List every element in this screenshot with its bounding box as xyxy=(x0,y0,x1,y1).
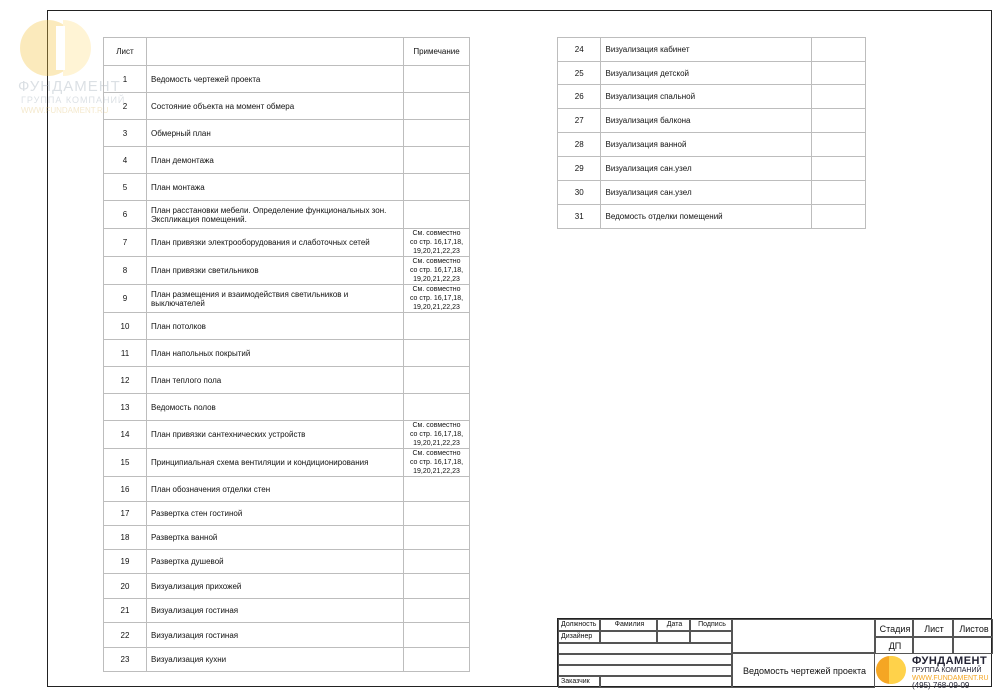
row-note: См. совместно со стр. 16,17,18, 19,20,21,22,23 xyxy=(404,229,470,257)
row-note: См. совместно со стр. 16,17,18, 19,20,21,22,23 xyxy=(404,449,470,477)
row-sheet-number: 14 xyxy=(104,421,147,449)
table-row xyxy=(104,313,470,340)
row-sheet-number: 10 xyxy=(104,313,147,340)
table-row xyxy=(104,367,470,394)
table-row xyxy=(104,229,470,257)
drawings-list-table-right xyxy=(557,37,866,229)
row-note xyxy=(404,120,470,147)
row-drawing-name: Визуализация гостиная xyxy=(147,623,404,648)
row-note xyxy=(404,526,470,550)
row-note xyxy=(404,477,470,502)
logo-phone: (495) 768-09-09 xyxy=(912,681,970,690)
stamp-col-date: Дата xyxy=(657,619,690,631)
stamp-cell xyxy=(600,676,732,688)
stamp-sheet-value xyxy=(913,637,953,654)
row-note xyxy=(404,574,470,599)
row-sheet-number: 30 xyxy=(558,181,601,205)
table-row xyxy=(558,85,866,109)
row-sheet-number: 11 xyxy=(104,340,147,367)
table-row xyxy=(104,574,470,599)
table-row xyxy=(104,201,470,229)
row-sheet-number: 28 xyxy=(558,133,601,157)
row-note xyxy=(404,66,470,93)
table-row xyxy=(104,66,470,93)
table-row xyxy=(558,205,866,229)
row-drawing-name: План привязки светильников xyxy=(147,257,404,285)
table-row xyxy=(558,181,866,205)
row-sheet-number: 6 xyxy=(104,201,147,229)
row-sheet-number: 26 xyxy=(558,85,601,109)
row-drawing-name: Ведомость отделки помещений xyxy=(601,205,811,229)
row-drawing-name: Визуализация ванной xyxy=(601,133,811,157)
header-sheet: Лист xyxy=(104,38,147,66)
row-note xyxy=(811,109,865,133)
table-row xyxy=(104,477,470,502)
row-drawing-name: Развертка ванной xyxy=(147,526,404,550)
row-drawing-name: Визуализация балкона xyxy=(601,109,811,133)
row-sheet-number: 20 xyxy=(104,574,147,599)
logo-subtitle: ГРУППА КОМПАНИЙ xyxy=(21,95,126,105)
row-note xyxy=(404,502,470,526)
row-note: См. совместно со стр. 16,17,18, 19,20,21,22,23 xyxy=(404,257,470,285)
table-row xyxy=(558,62,866,85)
row-sheet-number: 23 xyxy=(104,648,147,672)
row-note xyxy=(404,623,470,648)
row-sheet-number: 17 xyxy=(104,502,147,526)
table-row xyxy=(104,147,470,174)
logo-site: WWW.FUNDAMENT.RU xyxy=(912,675,989,682)
row-sheet-number: 5 xyxy=(104,174,147,201)
row-drawing-name: Визуализация детской xyxy=(601,62,811,85)
table-header-row xyxy=(104,38,470,66)
table-row xyxy=(104,599,470,623)
row-drawing-name: Ведомость чертежей проекта xyxy=(147,66,404,93)
company-logo-stamp xyxy=(874,653,992,690)
logo-subtitle: ГРУППА КОМПАНИЙ xyxy=(912,667,982,674)
table-row xyxy=(104,285,470,313)
stamp-cell xyxy=(732,619,875,653)
row-note xyxy=(404,313,470,340)
logo-mark-icon xyxy=(18,18,108,78)
row-drawing-name: Визуализация сан.узел xyxy=(601,181,811,205)
stamp-sheets-label: Листов xyxy=(953,619,993,637)
row-sheet-number: 12 xyxy=(104,367,147,394)
table-row xyxy=(104,93,470,120)
row-note: См. совместно со стр. 16,17,18, 19,20,21,22,23 xyxy=(404,285,470,313)
row-sheet-number: 7 xyxy=(104,229,147,257)
stamp-cell xyxy=(558,654,732,665)
row-drawing-name: Визуализация прихожей xyxy=(147,574,404,599)
row-drawing-name: Визуализация кухни xyxy=(147,648,404,672)
row-drawing-name: План расстановки мебели. Определение функциональных зон. Экспликация помещений. xyxy=(147,201,404,229)
table-row xyxy=(104,648,470,672)
row-note xyxy=(404,367,470,394)
row-note xyxy=(404,174,470,201)
header-note: Примечание xyxy=(404,38,470,66)
row-note xyxy=(811,62,865,85)
row-sheet-number: 15 xyxy=(104,449,147,477)
table-row xyxy=(558,157,866,181)
table-row xyxy=(104,526,470,550)
row-note xyxy=(404,394,470,421)
row-sheet-number: 4 xyxy=(104,147,147,174)
stamp-sheets-value xyxy=(953,637,993,654)
row-drawing-name: Ведомость полов xyxy=(147,394,404,421)
table-row xyxy=(104,449,470,477)
table-row xyxy=(104,502,470,526)
stamp-cell xyxy=(600,631,657,643)
stamp-cell xyxy=(657,631,690,643)
row-note xyxy=(404,550,470,574)
table-row xyxy=(104,120,470,147)
row-drawing-name: Развертка стен гостиной xyxy=(147,502,404,526)
table-row xyxy=(104,421,470,449)
row-sheet-number: 8 xyxy=(104,257,147,285)
row-sheet-number: 31 xyxy=(558,205,601,229)
row-sheet-number: 21 xyxy=(104,599,147,623)
row-drawing-name: План обозначения отделки стен xyxy=(147,477,404,502)
row-drawing-name: Развертка душевой xyxy=(147,550,404,574)
row-drawing-name: План монтажа xyxy=(147,174,404,201)
row-drawing-name: План демонтажа xyxy=(147,147,404,174)
row-sheet-number: 1 xyxy=(104,66,147,93)
stamp-stage-label: Стадия xyxy=(875,619,913,637)
table-row xyxy=(104,257,470,285)
stamp-cell xyxy=(558,643,732,654)
row-note xyxy=(811,133,865,157)
table-row xyxy=(104,340,470,367)
row-drawing-name: Принципиальная схема вентиляции и кондиционирования xyxy=(147,449,404,477)
row-sheet-number: 25 xyxy=(558,62,601,85)
logo-mark-half-icon xyxy=(889,656,906,684)
stamp-col-position: Должность xyxy=(558,619,600,631)
row-note xyxy=(811,85,865,109)
table-row xyxy=(104,550,470,574)
row-drawing-name: План размещения и взаимодействия светильников и выключателей xyxy=(147,285,404,313)
stamp-col-surname: Фамилия xyxy=(600,619,657,631)
row-sheet-number: 24 xyxy=(558,38,601,62)
row-sheet-number: 27 xyxy=(558,109,601,133)
table-row xyxy=(558,109,866,133)
table-row xyxy=(104,623,470,648)
row-note xyxy=(404,648,470,672)
drawings-list-table-left xyxy=(103,37,470,672)
logo-site: WWW.FUNDAMENT.RU xyxy=(21,106,109,115)
row-sheet-number: 18 xyxy=(104,526,147,550)
row-drawing-name: Обмерный план xyxy=(147,120,404,147)
table-row xyxy=(104,394,470,421)
row-note xyxy=(811,38,865,62)
row-sheet-number: 16 xyxy=(104,477,147,502)
table-row xyxy=(558,38,866,62)
stamp-col-sign: Подпись xyxy=(690,619,732,631)
row-note: См. совместно со стр. 16,17,18, 19,20,21,22,23 xyxy=(404,421,470,449)
stamp-role-client: Заказчик xyxy=(558,676,600,688)
row-drawing-name: Состояние объекта на момент обмера xyxy=(147,93,404,120)
row-note xyxy=(404,201,470,229)
stamp-cell xyxy=(558,665,732,676)
row-note xyxy=(811,181,865,205)
row-drawing-name: Визуализация кабинет xyxy=(601,38,811,62)
row-sheet-number: 2 xyxy=(104,93,147,120)
row-sheet-number: 22 xyxy=(104,623,147,648)
row-drawing-name: Визуализация сан.узел xyxy=(601,157,811,181)
row-drawing-name: План привязки сантехнических устройств xyxy=(147,421,404,449)
stamp-sheet-label: Лист xyxy=(913,619,953,637)
row-note xyxy=(404,340,470,367)
row-drawing-name: Визуализация спальной xyxy=(601,85,811,109)
header-name xyxy=(147,38,404,66)
stamp-stage-value: ДП xyxy=(875,637,913,654)
row-note xyxy=(811,157,865,181)
row-sheet-number: 19 xyxy=(104,550,147,574)
logo-title: ФУНДАМЕНТ xyxy=(912,655,988,667)
table-row xyxy=(104,174,470,201)
row-drawing-name: План потолков xyxy=(147,313,404,340)
row-note xyxy=(404,147,470,174)
stamp-doc-title: Ведомость чертежей проекта xyxy=(732,653,875,688)
row-drawing-name: План теплого пола xyxy=(147,367,404,394)
row-drawing-name: Визуализация гостиная xyxy=(147,599,404,623)
row-sheet-number: 13 xyxy=(104,394,147,421)
row-drawing-name: План напольных покрытий xyxy=(147,340,404,367)
stamp-role-designer: Дизайнер xyxy=(558,631,600,643)
row-note xyxy=(404,93,470,120)
row-sheet-number: 9 xyxy=(104,285,147,313)
row-drawing-name: План привязки электрооборудования и слаботочных сетей xyxy=(147,229,404,257)
table-row xyxy=(558,133,866,157)
stamp-cell xyxy=(690,631,732,643)
row-sheet-number: 3 xyxy=(104,120,147,147)
row-sheet-number: 29 xyxy=(558,157,601,181)
logo-title: ФУНДАМЕНТ xyxy=(18,78,121,95)
row-note xyxy=(404,599,470,623)
row-note xyxy=(811,205,865,229)
